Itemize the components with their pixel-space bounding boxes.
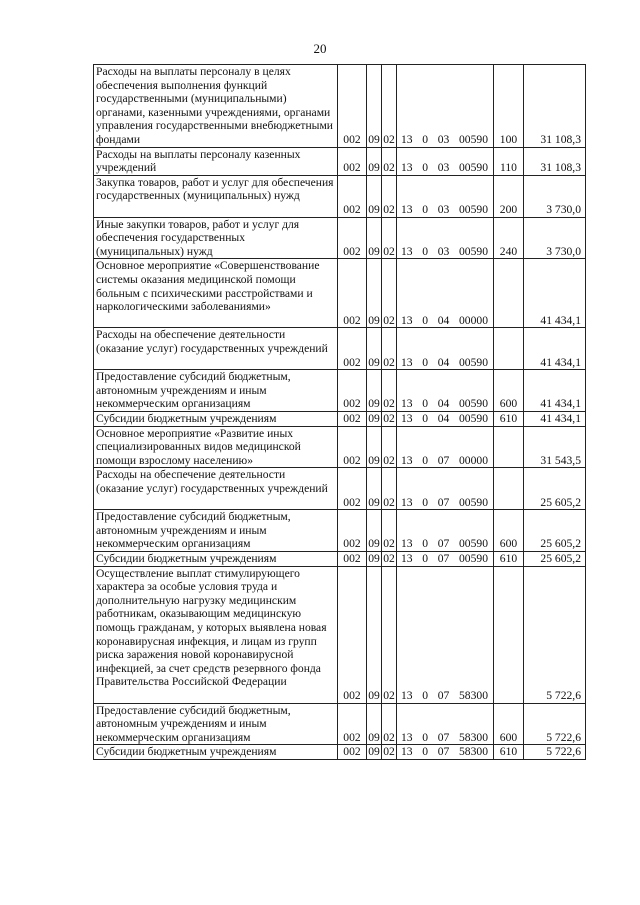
- table-row: [94, 426, 586, 468]
- expense-type-code: 610: [494, 411, 524, 426]
- target-article-part: 0: [422, 495, 429, 509]
- target-article-code: [397, 147, 494, 175]
- table-row: [94, 328, 586, 370]
- grbs-code: 002: [338, 65, 367, 148]
- target-article-part: 13: [401, 411, 413, 425]
- target-article-part: 0: [422, 244, 429, 258]
- amount-value: 41 434,1: [524, 328, 586, 370]
- row-name: Субсидии бюджетным учреждениям: [94, 411, 338, 426]
- subsection-code: 02: [382, 370, 397, 412]
- amount-value: 25 605,2: [524, 510, 586, 552]
- target-article-part: 00590: [459, 355, 488, 369]
- section-code: 09: [367, 426, 382, 468]
- amount-value: 41 434,1: [524, 259, 586, 328]
- grbs-code: 002: [338, 426, 367, 468]
- expense-type-code: 610: [494, 551, 524, 566]
- amount-value: 31 543,5: [524, 426, 586, 468]
- row-name: Субсидии бюджетным учреждениям: [94, 745, 338, 760]
- amount-value: 31 108,3: [524, 65, 586, 148]
- amount-value: 5 722,6: [524, 566, 586, 703]
- target-article-code: [397, 426, 494, 468]
- section-code: 09: [367, 510, 382, 552]
- grbs-code: 002: [338, 259, 367, 328]
- target-article-part: 0: [422, 355, 429, 369]
- row-name: Основное мероприятие «Развитие иных специализированных видов медицинской помощи взрослому населению»: [94, 426, 338, 468]
- target-article-code: [397, 745, 494, 760]
- section-code: 09: [367, 370, 382, 412]
- target-article-part: 13: [401, 453, 413, 467]
- row-name: Предоставление субсидий бюджетным, автономным учреждениям и иным некоммерческим организациям: [94, 510, 338, 552]
- grbs-code: 002: [338, 468, 367, 510]
- subsection-code: 02: [382, 703, 397, 745]
- table-row: [94, 217, 586, 259]
- target-article-part: 0: [422, 551, 429, 565]
- target-article-part: 0: [422, 133, 429, 146]
- target-article-code: [397, 566, 494, 703]
- grbs-code: 002: [338, 703, 367, 745]
- table-row: [94, 566, 586, 703]
- expense-type-code: 240: [494, 217, 524, 259]
- target-article-part: 07: [437, 730, 450, 744]
- expense-type-code: 110: [494, 147, 524, 175]
- subsection-code: 02: [382, 217, 397, 259]
- subsection-code: 02: [383, 411, 395, 425]
- target-article-part: 00590: [459, 202, 488, 216]
- amount-value: 41 434,1: [524, 370, 586, 412]
- table-body: [94, 65, 586, 760]
- budget-table: [93, 64, 586, 760]
- subsection-code: 02: [382, 426, 397, 468]
- section-code: 09: [367, 65, 382, 148]
- target-article-code: [397, 370, 494, 412]
- section-code: 09: [367, 175, 382, 217]
- target-article-part: 00590: [459, 551, 488, 565]
- table-row: [94, 703, 586, 745]
- target-article-part: 13: [401, 745, 413, 759]
- subsection-code: 02: [382, 468, 397, 510]
- target-article-part: 00590: [459, 411, 488, 425]
- grbs-code: 002: [338, 217, 367, 259]
- target-article-part: 00590: [459, 537, 488, 551]
- expense-type-code: [494, 426, 524, 468]
- row-name: Предоставление субсидий бюджетным, автономным учреждениям и иным некоммерческим организациям: [94, 370, 338, 412]
- target-article-part: 0: [422, 202, 429, 216]
- target-article-part: 07: [437, 537, 450, 551]
- table-row: [94, 468, 586, 510]
- target-article-code: [397, 175, 494, 217]
- table-row: [94, 551, 586, 566]
- subsection-code: 02: [382, 510, 397, 552]
- table-row: [94, 147, 586, 175]
- target-article-part: 13: [401, 688, 413, 702]
- expense-type-code: [494, 566, 524, 703]
- grbs-code: 002: [338, 551, 367, 566]
- target-article-part: 13: [401, 161, 413, 175]
- amount-value: 31 108,3: [524, 147, 586, 175]
- target-article-part: 13: [401, 495, 413, 509]
- target-article-code: [397, 468, 494, 510]
- grbs-code: 002: [338, 411, 367, 426]
- target-article-code: [397, 328, 494, 370]
- row-name: Расходы на обеспечение деятельности (оказание услуг) государственных учреждений: [94, 468, 338, 510]
- target-article-part: 58300: [459, 745, 488, 759]
- target-article-part: 13: [401, 202, 413, 216]
- amount-value: 3 730,0: [524, 217, 586, 259]
- target-article-part: 00590: [459, 133, 488, 146]
- expense-type-code: 610: [494, 745, 524, 760]
- target-article-part: 04: [437, 411, 450, 425]
- target-article-part: 03: [437, 161, 450, 175]
- target-article-part: 00000: [459, 313, 488, 327]
- grbs-code: 002: [338, 370, 367, 412]
- row-name: Субсидии бюджетным учреждениям: [94, 551, 338, 566]
- target-article-part: 13: [401, 551, 413, 565]
- row-name: Предоставление субсидий бюджетным, автономным учреждениям и иным некоммерческим организациям: [94, 703, 338, 745]
- target-article-part: 03: [437, 202, 450, 216]
- target-article-code: [397, 703, 494, 745]
- expense-type-code: [494, 259, 524, 328]
- target-article-part: 07: [437, 745, 450, 759]
- target-article-part: 13: [401, 537, 413, 551]
- grbs-code: 002: [338, 566, 367, 703]
- target-article-part: 0: [422, 397, 429, 411]
- target-article-part: 0: [422, 161, 429, 175]
- table-row: [94, 370, 586, 412]
- expense-type-code: [494, 468, 524, 510]
- subsection-code: 02: [382, 328, 397, 370]
- target-article-part: 03: [437, 244, 450, 258]
- subsection-code: 02: [382, 259, 397, 328]
- amount-value: 5 722,6: [524, 703, 586, 745]
- target-article-part: 03: [437, 133, 450, 146]
- grbs-code: 002: [338, 147, 367, 175]
- section-code: 09: [367, 147, 382, 175]
- subsection-code: 02: [382, 175, 397, 217]
- subsection-code: 02: [383, 551, 395, 565]
- subsection-code: 02: [382, 147, 397, 175]
- row-name: Расходы на выплаты персоналу в целях обеспечения выполнения функций государственными (муниципальными) органами, казенными учреждениями, органами управления государственными внебюджетными фондами: [94, 65, 338, 148]
- target-article-part: 0: [422, 688, 429, 702]
- target-article-part: 13: [401, 313, 413, 327]
- section-code: 09: [368, 745, 380, 759]
- table-row: [94, 411, 586, 426]
- target-article-part: 00590: [459, 495, 488, 509]
- expense-type-code: 600: [494, 703, 524, 745]
- table-row: [94, 745, 586, 760]
- target-article-part: 0: [422, 537, 429, 551]
- target-article-part: 04: [437, 355, 450, 369]
- section-code: 09: [367, 328, 382, 370]
- target-article-part: 00590: [459, 244, 488, 258]
- target-article-part: 58300: [459, 688, 488, 702]
- grbs-code: 002: [338, 328, 367, 370]
- expense-type-code: 600: [494, 510, 524, 552]
- target-article-part: 13: [401, 355, 413, 369]
- target-article-part: 00590: [459, 397, 488, 411]
- table-row: [94, 65, 586, 148]
- target-article-part: 07: [437, 551, 450, 565]
- target-article-code: [397, 217, 494, 259]
- table-row: [94, 510, 586, 552]
- table-row: [94, 259, 586, 328]
- subsection-code: 02: [382, 566, 397, 703]
- grbs-code: 002: [338, 175, 367, 217]
- target-article-part: 0: [422, 745, 429, 759]
- target-article-part: 13: [401, 244, 413, 258]
- target-article-part: 00590: [459, 161, 488, 175]
- section-code: 09: [368, 551, 380, 565]
- target-article-part: 58300: [459, 730, 488, 744]
- section-code: 09: [368, 411, 380, 425]
- grbs-code: 002: [338, 510, 367, 552]
- section-code: 09: [367, 703, 382, 745]
- expense-type-code: 600: [494, 370, 524, 412]
- expense-type-code: 200: [494, 175, 524, 217]
- expense-type-code: 100: [494, 65, 524, 148]
- target-article-code: [397, 510, 494, 552]
- target-article-part: 13: [401, 730, 413, 744]
- row-name: Расходы на обеспечение деятельности (оказание услуг) государственных учреждений: [94, 328, 338, 370]
- expense-type-code: [494, 328, 524, 370]
- amount-value: 25 605,2: [524, 468, 586, 510]
- target-article-part: 04: [437, 397, 450, 411]
- target-article-code: [397, 411, 494, 426]
- target-article-code: [397, 551, 494, 566]
- target-article-part: 13: [401, 133, 413, 146]
- target-article-part: 07: [437, 453, 450, 467]
- amount-value: 5 722,6: [524, 745, 586, 760]
- target-article-part: 0: [422, 730, 429, 744]
- row-name: Закупка товаров, работ и услуг для обеспечения государственных (муниципальных) нужд: [94, 175, 338, 217]
- row-name: Расходы на выплаты персоналу казенных учреждений: [94, 147, 338, 175]
- amount-value: 41 434,1: [524, 411, 586, 426]
- target-article-part: 13: [401, 397, 413, 411]
- section-code: 09: [367, 259, 382, 328]
- subsection-code: 02: [383, 745, 395, 759]
- grbs-code: 002: [338, 745, 367, 760]
- subsection-code: 02: [382, 65, 397, 148]
- section-code: 09: [367, 468, 382, 510]
- row-name: Осуществление выплат стимулирующего характера за особые условия труда и дополнительную нагрузку медицинским работникам, оказывающим медицинскую помощь гражданам, у которых выявлена новая коронавирусная инфекция, и лицам из групп риска заражения новой коронавирусной инфекцией, за счет средств резервного фонда Правительства Российской Федерации: [94, 566, 338, 703]
- table-row: [94, 175, 586, 217]
- target-article-part: 07: [437, 495, 450, 509]
- target-article-part: 0: [422, 313, 429, 327]
- amount-value: 3 730,0: [524, 175, 586, 217]
- target-article-part: 07: [437, 688, 450, 702]
- target-article-code: [397, 259, 494, 328]
- target-article-part: 0: [422, 411, 429, 425]
- amount-value: 25 605,2: [524, 551, 586, 566]
- target-article-part: 04: [437, 313, 450, 327]
- page-number: 20: [313, 41, 327, 56]
- section-code: 09: [367, 566, 382, 703]
- target-article-code: [397, 65, 494, 148]
- section-code: 09: [367, 217, 382, 259]
- row-name: Основное мероприятие «Совершенствование системы оказания медицинской помощи больным с психическими расстройствами и наркологическими заболеваниями»: [94, 259, 338, 328]
- target-article-part: 0: [422, 453, 429, 467]
- row-name: Иные закупки товаров, работ и услуг для обеспечения государственных (муниципальных) нужд: [94, 217, 338, 259]
- target-article-part: 00000: [459, 453, 488, 467]
